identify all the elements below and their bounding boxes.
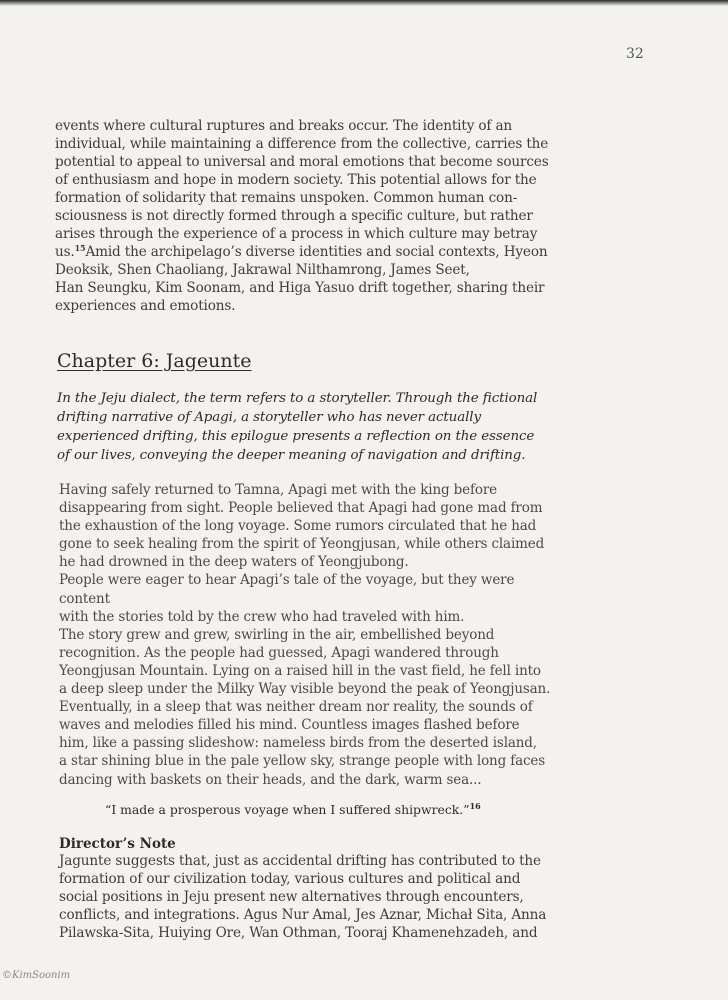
intro-line: experienced drifting, this epilogue presents a reflection on the essence xyxy=(57,429,535,444)
intro-line: In the Jeju dialect, the term refers to a storyteller. Through the fictional xyxy=(57,391,538,406)
chapter-intro xyxy=(57,389,537,465)
text-line: him, like a passing slideshow: nameless birds from the deserted island, xyxy=(59,735,537,752)
text-line: a star shining blue in the pale yellow sky, strange people with long faces xyxy=(59,753,545,770)
intro-line: drifting narrative of Apagi, a storyteller who has never actually xyxy=(57,410,481,425)
text-line: conflicts, and integrations. Agus Nur Amal, Jes Aznar, Michał Sita, Anna xyxy=(59,907,547,923)
text-line: dancing with baskets on their heads, and the dark, warm sea... xyxy=(59,771,482,788)
text-fragment: Amid the archipelago’s diverse identities and social contexts, Hyeon xyxy=(85,244,548,260)
text-line: Yeongjusan Mountain. Lying on a raised hill in the vast field, he fell into xyxy=(59,662,541,679)
paragraph-2 xyxy=(59,481,550,789)
text-line: waves and melodies filled his mind. Countless images flashed before xyxy=(59,717,520,734)
text-line: People were eager to hear Apagi’s tale of the voyage, but they were xyxy=(59,572,515,589)
text-line: formation of solidarity that remains unspoken. Common human con- xyxy=(55,190,518,206)
text-line: sciousness is not directly formed through a specific culture, but rather xyxy=(55,208,533,224)
text-line-with-footnote xyxy=(55,243,549,261)
text-line: Eventually, in a sleep that was neither dream nor reality, the sounds of xyxy=(59,699,533,716)
directors-note-body xyxy=(59,852,546,942)
text-line: social positions in Jeju present new alternatives through encounters, xyxy=(59,889,524,905)
text-line: experiences and emotions. xyxy=(55,298,236,314)
text-line: the exhaustion of the long voyage. Some rumors circulated that he had xyxy=(59,518,537,535)
text-line: The story grew and grew, swirling in the air, embellished beyond xyxy=(59,626,495,643)
paragraph-1 xyxy=(55,117,549,315)
watermark: ©KimSoonim xyxy=(2,970,71,981)
text-line: of enthusiasm and hope in modern society. This potential allows for the xyxy=(55,172,537,188)
text-line: Pilawska-Sita, Huiying Ore, Wan Othman, Tooraj Khamenehzadeh, and xyxy=(59,925,538,941)
text-fragment: us. xyxy=(55,244,75,260)
block-quote xyxy=(105,802,481,817)
text-line: a deep sleep under the Milky Way visible beyond the peak of Yeongjusan. xyxy=(59,681,551,698)
footnote-marker-16: 16 xyxy=(469,801,481,811)
text-line: potential to appeal to universal and moral emotions that become sources xyxy=(55,154,549,170)
intro-line: of our lives, conveying the deeper meaning of navigation and drifting. xyxy=(57,448,526,463)
text-line: individual, while maintaining a difference from the collective, carries the xyxy=(55,136,549,152)
text-line: content xyxy=(59,590,110,607)
directors-note-heading: Director’s Note xyxy=(59,836,176,852)
text-line: gone to seek healing from the spirit of Yeongjusan, while others claimed xyxy=(59,536,545,553)
text-line: formation of our civilization today, various cultures and political and xyxy=(59,871,521,887)
text-line: he had drowned in the deep waters of Yeongjubong. xyxy=(59,554,409,571)
text-line: Deoksik, Shen Chaoliang, Jakrawal Nilthamrong, James Seet, xyxy=(55,262,470,278)
text-line: with the stories told by the crew who had traveled with him. xyxy=(59,608,465,625)
chapter-title: Chapter 6: Jageunte xyxy=(57,350,252,372)
text-line: disappearing from sight. People believed that Apagi had gone mad from xyxy=(59,500,543,517)
text-line: recognition. As the people had guessed, Apagi wandered through xyxy=(59,644,499,661)
page-number: 32 xyxy=(626,46,644,62)
text-line: Having safely returned to Tamna, Apagi met with the king before xyxy=(59,482,497,498)
text-line: Jagunte suggests that, just as accidental drifting has contributed to the xyxy=(59,853,541,869)
scan-top-edge xyxy=(0,0,728,6)
quote-text: “I made a prosperous voyage when I suffered shipwreck.” xyxy=(105,802,470,817)
text-line: arises through the experience of a process in which culture may betray xyxy=(55,226,538,242)
text-line: Han Seungku, Kim Soonam, and Higa Yasuo drift together, sharing their xyxy=(55,280,545,296)
footnote-marker-15: 15 xyxy=(74,243,86,253)
text-line: events where cultural ruptures and breaks occur. The identity of an xyxy=(55,118,513,134)
